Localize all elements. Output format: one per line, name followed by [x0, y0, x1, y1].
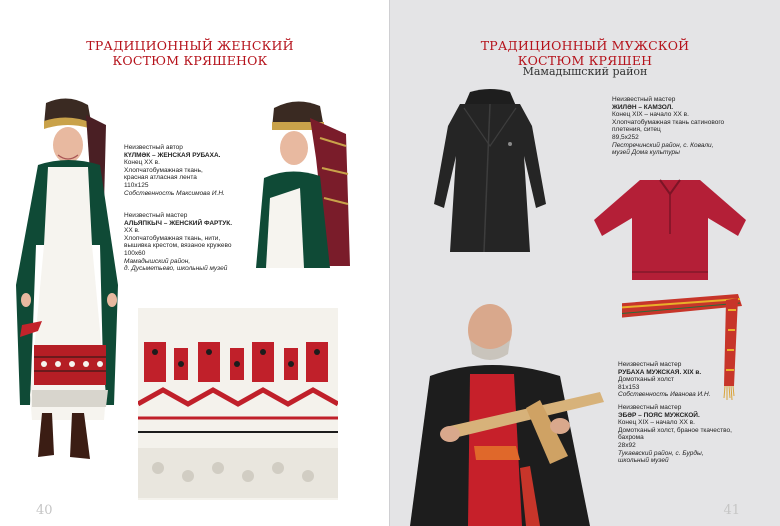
right-page-subtitle: Мамадышский район [522, 65, 648, 78]
right-caption-kamzol: Неизвестный мастер ЖИЛӘН – КАМЗОЛ. Конец XIX – начало XX в. Хлопчатобумажная ткань сатинового плетения, ситец 89,5x252 Пестречинский район, с. Ковали, музей Дома культуры [612, 96, 725, 157]
black-caftan-photo [420, 86, 560, 256]
apron-embroidery-closeup-photo [138, 308, 338, 500]
page-number-left: 40 [36, 503, 53, 518]
right-caption-mens-shirt: Неизвестный мастер РУБАХА МУЖСКАЯ. XIX в. Домотканый холст 81x153 Собственность Иванова И.Н. [618, 361, 711, 399]
woman-costume-front-photo [8, 95, 126, 485]
left-caption-shirt: Неизвестный автор КҮЛМӘК – ЖЕНСКАЯ РУБАХА. Конец XX в. Хлопчатобумажная ткань, красная атласная лента 110x125 Собственность Максимова И.Н. [124, 144, 225, 197]
page-number-right: 41 [723, 503, 740, 518]
man-with-instrument-photo [390, 296, 622, 526]
right-page [390, 0, 780, 526]
woman-costume-profile-photo [250, 98, 360, 268]
left-caption-apron: Неизвестный мастер АЛЬЯПКЫЧ – ЖЕНСКИЙ ФАРТУК. XX в. Хлопчатобумажная ткань, нити, вышивка крестом, вязаное кружево 100x60 Мамадышский район, д. Дусьметьево, школьный музей [124, 212, 233, 273]
red-shirt-photo [590, 174, 750, 284]
right-page-title: ТРАДИЦИОННЫЙ МУЖСКОЙ КОСТЮМ КРЯШЕН [480, 38, 690, 68]
right-caption-belt: Неизвестный мастер ЭБӘР – ПОЯС МУЖСКОЙ. Конец XIX – начало XX в. Домотканый холст, браное ткачество, бахрома 28x92 Тукаевский район, с. Бурды, школьный музей [618, 404, 732, 465]
left-page-title: ТРАДИЦИОННЫЙ ЖЕНСКИЙ КОСТЮМ КРЯШЕНОК [86, 38, 294, 68]
